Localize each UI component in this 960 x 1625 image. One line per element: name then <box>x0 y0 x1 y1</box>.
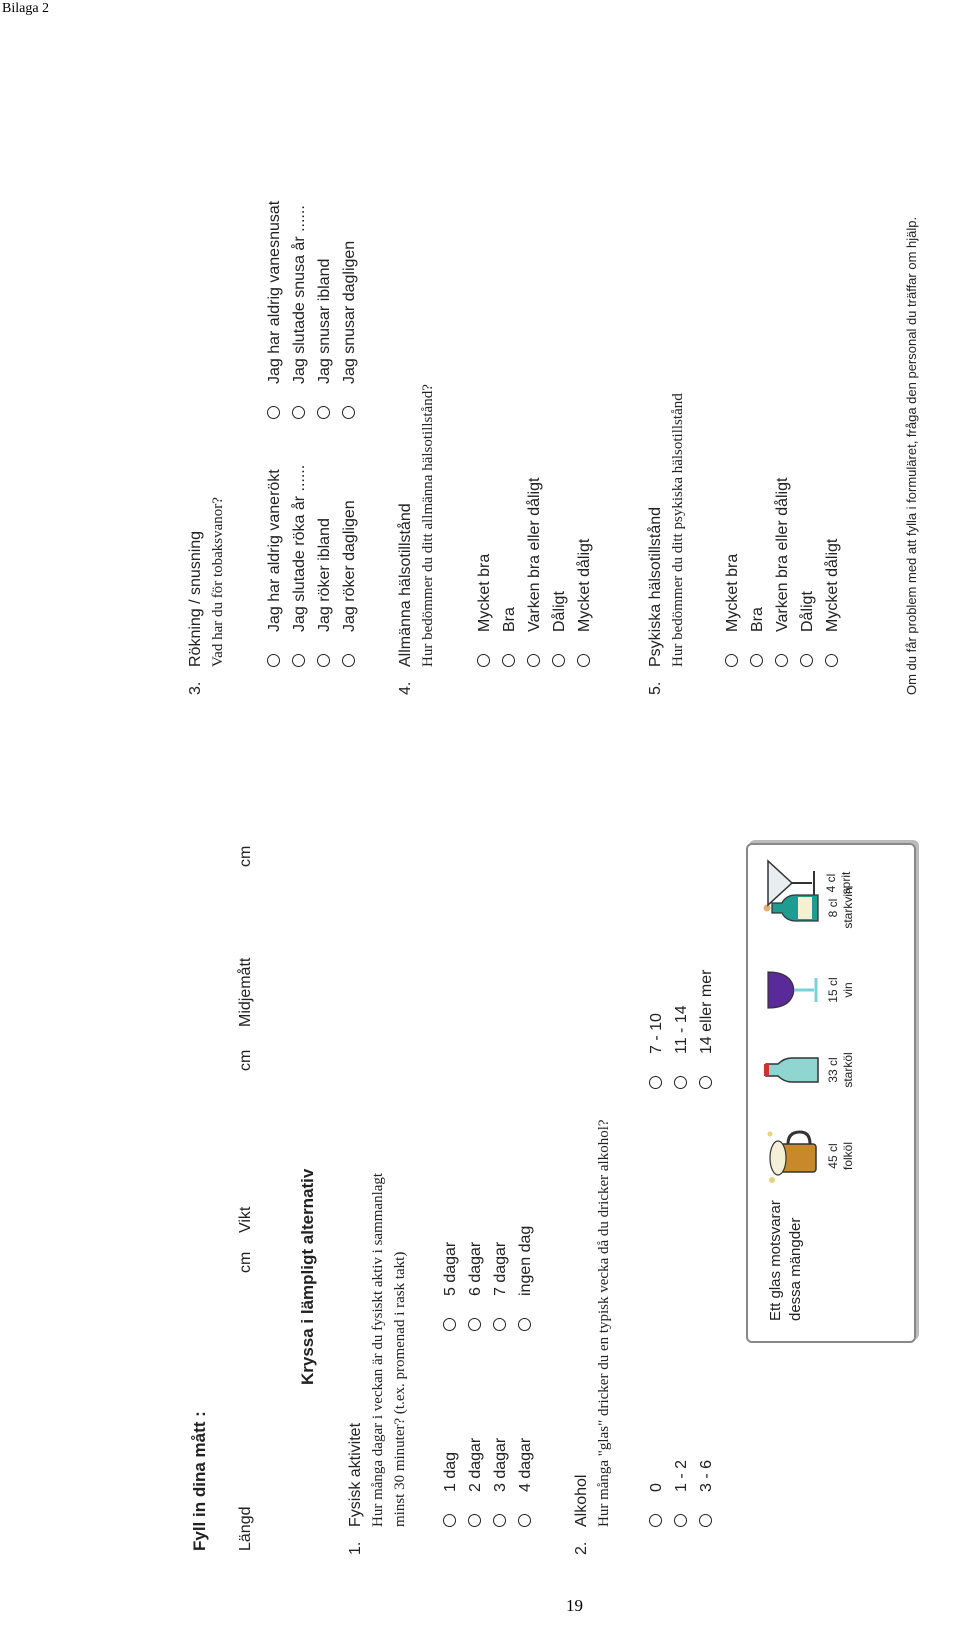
q3-title: Rökning / snusning <box>187 530 204 667</box>
q1-option[interactable]: ingen dag <box>513 1226 538 1331</box>
radio-circle-icon[interactable] <box>577 654 590 667</box>
radio-circle-icon[interactable] <box>518 1514 531 1527</box>
q4-options <box>472 478 597 667</box>
drink-box-title-line1: Ett glas motsvarar <box>767 1200 784 1321</box>
radio-circle-icon[interactable] <box>292 654 305 667</box>
cocktail-glass-icon <box>760 853 820 913</box>
attachment-label: Bilaga 2 <box>2 1 50 16</box>
drink-folkol <box>762 1121 856 1191</box>
radio-circle-icon[interactable] <box>518 1318 531 1331</box>
q1-option[interactable]: 4 dagar <box>513 1438 538 1527</box>
radio-circle-icon[interactable] <box>342 406 355 419</box>
q1-title: Fysisk aktivitet <box>347 1422 364 1527</box>
radio-circle-icon[interactable] <box>674 1514 687 1527</box>
radio-circle-icon[interactable] <box>342 654 355 667</box>
radio-circle-icon[interactable] <box>699 1514 712 1527</box>
radio-circle-icon[interactable] <box>493 1514 506 1527</box>
q3-option[interactable]: Jag snusar ibland <box>312 201 337 419</box>
drink-name: vin <box>841 982 855 998</box>
beer-mug-icon <box>762 1126 822 1186</box>
q5-question: Hur bedömmer du ditt psykiska hälsotillstånd <box>670 393 686 667</box>
footer-help-note: Om du får problem med att fylla i formuläret, fråga den personal du träffar om hjälp. <box>904 216 919 695</box>
q1-number: 1. <box>347 1541 364 1555</box>
waist-label: Midjemått <box>237 957 254 1027</box>
q5-option[interactable]: Varken bra eller dåligt <box>770 478 795 667</box>
q2-option[interactable]: 3 - 6 <box>694 1460 719 1527</box>
q1-options-left <box>438 1438 538 1527</box>
page-number: 19 <box>566 1596 583 1615</box>
radio-circle-icon[interactable] <box>468 1318 481 1331</box>
drink-amount: 45 cl <box>826 1143 840 1169</box>
drink-name: folköl <box>841 1142 855 1171</box>
q1-question-line1: Hur många dagar i veckan är du fysiskt aktiv i sammanlagt <box>370 1172 386 1527</box>
radio-circle-icon[interactable] <box>267 654 280 667</box>
radio-circle-icon[interactable] <box>317 654 330 667</box>
radio-circle-icon[interactable] <box>502 654 515 667</box>
measure-title: Fyll in dina mått : <box>190 1411 209 1551</box>
q1-options-right <box>438 1226 538 1331</box>
q1-option[interactable]: 5 dagar <box>438 1226 463 1331</box>
q3-question: Vad har du för tobaksvanor? <box>210 497 226 667</box>
q3-option[interactable]: Jag slutade röka år ...... <box>287 465 312 667</box>
q4-option[interactable]: Varken bra eller dåligt <box>522 478 547 667</box>
radio-circle-icon[interactable] <box>443 1514 456 1527</box>
drink-sprit <box>760 851 854 915</box>
drink-vin <box>762 955 856 1025</box>
q1-question-line2: minst 30 minuter? (t.ex. promenad i rask takt) <box>392 1251 408 1527</box>
q5-number: 5. <box>647 681 664 695</box>
q2-number: 2. <box>573 1541 590 1555</box>
wine-glass-icon <box>762 960 822 1020</box>
q1-option[interactable]: 2 dagar <box>463 1438 488 1527</box>
q5-option[interactable]: Mycket bra <box>720 478 745 667</box>
drink-units-box <box>746 843 916 1343</box>
height-unit: cm <box>237 1251 254 1273</box>
q3-option[interactable]: Jag slutade snusa år ...... <box>287 201 312 419</box>
q1-option[interactable]: 1 dag <box>438 1438 463 1527</box>
q3-option[interactable]: Jag har aldrig vanesnusat <box>262 201 287 419</box>
instruction-heading: Kryssa i lämpligt alternativ <box>298 1168 317 1385</box>
q2-title: Alkohol <box>573 1474 590 1527</box>
q4-option[interactable]: Dåligt <box>547 478 572 667</box>
radio-circle-icon[interactable] <box>527 654 540 667</box>
q5-option[interactable]: Dåligt <box>795 478 820 667</box>
q3-number: 3. <box>187 681 204 695</box>
q1-option[interactable]: 6 dagar <box>463 1226 488 1331</box>
radio-circle-icon[interactable] <box>750 654 763 667</box>
radio-circle-icon[interactable] <box>775 654 788 667</box>
q3-option[interactable]: Jag röker dagligen <box>337 465 362 667</box>
q5-options <box>720 478 845 667</box>
q2-options-left <box>644 1460 719 1527</box>
q3-option[interactable]: Jag har aldrig vanerökt <box>262 465 287 667</box>
q3-option[interactable]: Jag snusar dagligen <box>337 201 362 419</box>
waist-unit: cm <box>237 845 254 867</box>
q3-options-left <box>262 465 362 667</box>
q2-option[interactable]: 14 eller mer <box>694 970 719 1089</box>
drink-name: starkvin <box>841 887 855 929</box>
q4-question: Hur bedömmer du ditt allmänna hälsotillstånd? <box>420 384 436 667</box>
radio-circle-icon[interactable] <box>493 1318 506 1331</box>
q1-option[interactable]: 7 dagar <box>488 1226 513 1331</box>
q2-option[interactable]: 0 <box>644 1460 669 1527</box>
q4-option[interactable]: Bra <box>497 478 522 667</box>
q5-title: Psykiska hälsotillstånd <box>647 506 664 667</box>
drink-amount: 33 cl <box>826 1057 840 1083</box>
radio-circle-icon[interactable] <box>267 406 280 419</box>
q4-title: Allmänna hälsotillstånd <box>397 503 414 667</box>
drink-name: starköl <box>841 1052 855 1088</box>
drink-starkol <box>762 1035 856 1105</box>
drink-amount: 4 cl <box>824 873 838 893</box>
radio-circle-icon[interactable] <box>825 654 838 667</box>
radio-circle-icon[interactable] <box>292 406 305 419</box>
q2-question: Hur många "glas" dricker du en typisk vecka då du dricker alkohol? <box>596 1119 612 1527</box>
q4-number: 4. <box>397 681 414 695</box>
radio-circle-icon[interactable] <box>317 406 330 419</box>
radio-circle-icon[interactable] <box>468 1514 481 1527</box>
q3-option[interactable]: Jag röker ibland <box>312 465 337 667</box>
radio-circle-icon[interactable] <box>699 1076 712 1089</box>
radio-circle-icon[interactable] <box>725 654 738 667</box>
q2-options-right <box>644 970 719 1089</box>
radio-circle-icon[interactable] <box>649 1076 662 1089</box>
q5-option[interactable]: Bra <box>745 478 770 667</box>
q4-option[interactable]: Mycket dåligt <box>572 478 597 667</box>
q1-option[interactable]: 3 dagar <box>488 1438 513 1527</box>
q2-option[interactable]: 11 - 14 <box>669 970 694 1089</box>
height-label: Längd <box>237 1506 254 1551</box>
drink-amount: 15 cl <box>826 977 840 1003</box>
radio-circle-icon[interactable] <box>649 1514 662 1527</box>
q2-option[interactable]: 7 - 10 <box>644 970 669 1089</box>
radio-circle-icon[interactable] <box>477 654 490 667</box>
drink-box-title-line2: dessa mängder <box>787 1217 804 1321</box>
rotated-form <box>186 35 956 1555</box>
radio-circle-icon[interactable] <box>552 654 565 667</box>
q5-option[interactable]: Mycket dåligt <box>820 478 845 667</box>
drink-name: sprit <box>839 871 853 895</box>
q3-options-right <box>262 201 362 419</box>
radio-circle-icon[interactable] <box>674 1076 687 1089</box>
weight-label: Vikt <box>237 1206 254 1233</box>
q4-option[interactable]: Mycket bra <box>472 478 497 667</box>
q2-option[interactable]: 1 - 2 <box>669 1460 694 1527</box>
weight-unit: cm <box>237 1049 254 1071</box>
radio-circle-icon[interactable] <box>800 654 813 667</box>
radio-circle-icon[interactable] <box>443 1318 456 1331</box>
drink-amount: 8 cl <box>826 898 840 918</box>
beer-bottle-icon <box>762 1040 822 1100</box>
